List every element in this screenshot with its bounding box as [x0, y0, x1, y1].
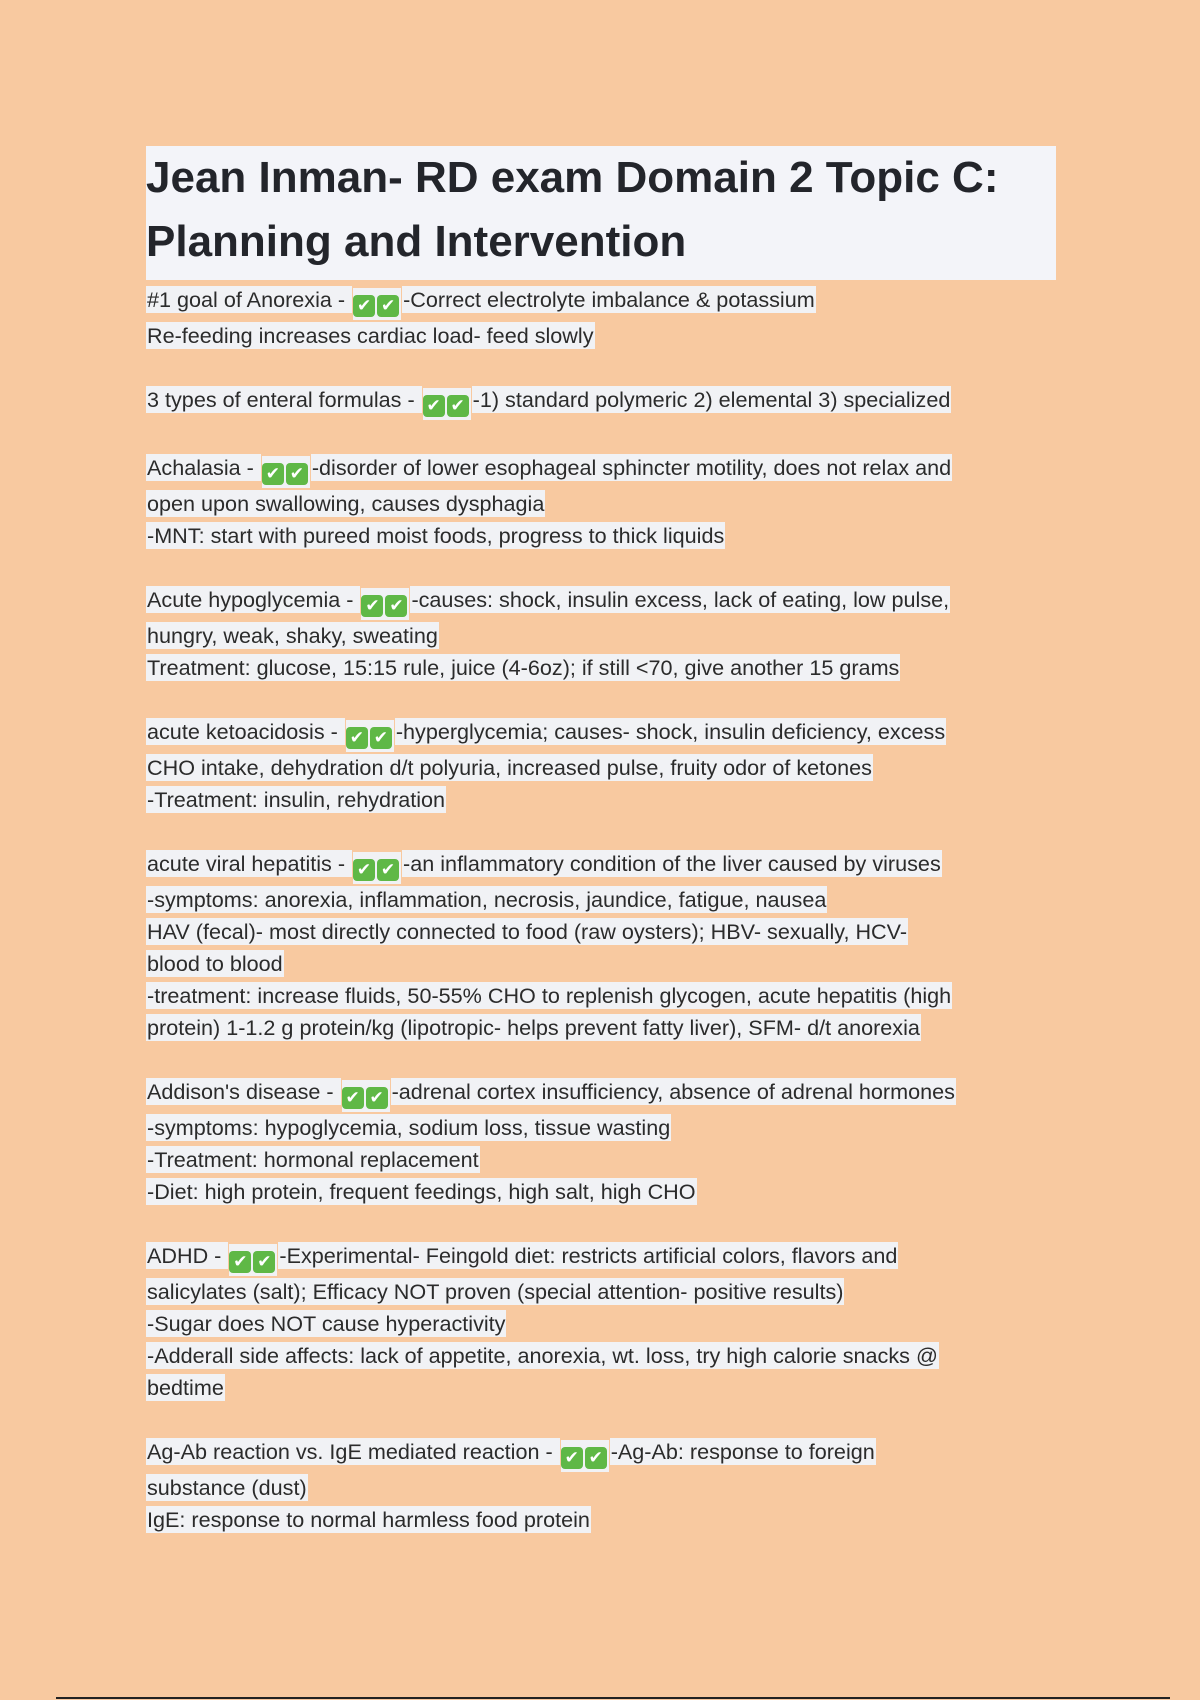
entry-line: [146, 1372, 1056, 1404]
title-line: Jean Inman- RD exam Domain 2 Topic C:: [146, 153, 999, 202]
entry-line-text: hungry, weak, shaky, sweating: [147, 623, 438, 648]
check-mark-icon: ✔: [346, 727, 368, 749]
entry-term: acute viral hepatitis -: [147, 851, 352, 876]
document-title: [146, 146, 1056, 280]
entry-first-line: [146, 1076, 1056, 1112]
entry-line: [146, 488, 1056, 520]
check-mark-icon: ✔: [353, 295, 375, 317]
flashcard-entry: [146, 452, 1056, 552]
check-mark-icon: ✔: [342, 1087, 364, 1109]
check-mark-icon: ✔: [385, 595, 407, 617]
entry-term: Achalasia -: [147, 455, 260, 480]
entry-first-line: [146, 452, 1056, 488]
check-mark-icon: ✔: [353, 859, 375, 881]
flashcard-entry: [146, 284, 1056, 352]
flashcard-entry: [146, 1076, 1056, 1208]
entry-answer-start: -an inflammatory condition of the liver caused by viruses: [403, 851, 941, 876]
entry-first-line: [146, 848, 1056, 884]
entry-line-text: -symptoms: anorexia, inflammation, necrosis, jaundice, fatigue, nausea: [147, 887, 827, 912]
entry-line: [146, 1472, 1056, 1504]
flashcard-entry: [146, 1240, 1056, 1404]
entry-line: [146, 916, 1056, 948]
title-line: Planning and Intervention: [146, 217, 687, 266]
check-mark-pair: [423, 388, 471, 420]
entry-line-text: -symptoms: hypoglycemia, sodium loss, tissue wasting: [147, 1115, 671, 1140]
check-mark-icon: ✔: [370, 727, 392, 749]
entry-first-line: [146, 384, 1056, 420]
entry-line: [146, 1276, 1056, 1308]
entry-line-text: HAV (fecal)- most directly connected to food (raw oysters); HBV- sexually, HCV-: [147, 919, 908, 944]
check-mark-icon: ✔: [377, 295, 399, 317]
entry-line: [146, 752, 1056, 784]
entry-line: [146, 1012, 1056, 1044]
entry-first-line: [146, 284, 1056, 320]
entry-line: [146, 784, 1056, 816]
entry-line-text: -Adderall side affects: lack of appetite, anorexia, wt. loss, try high calorie snacks @: [147, 1343, 938, 1368]
entry-first-line: [146, 1240, 1056, 1276]
entry-line-text: -treatment: increase fluids, 50-55% CHO to replenish glycogen, acute hepatitis (high: [147, 983, 952, 1008]
entry-line: [146, 1112, 1056, 1144]
entry-line-text: salicylates (salt); Efficacy NOT proven (special attention- positive results): [147, 1279, 844, 1304]
flashcard-entry: [146, 384, 1056, 420]
entry-line-text: CHO intake, dehydration d/t polyuria, increased pulse, fruity odor of ketones: [147, 755, 872, 780]
check-mark-icon: ✔: [253, 1251, 275, 1273]
entry-line-text: Treatment: glucose, 15:15 rule, juice (4-6oz); if still <70, give another 15 grams: [147, 655, 900, 680]
entry-line: [146, 884, 1056, 916]
entry-line-text: open upon swallowing, causes dysphagia: [147, 491, 545, 516]
entry-term: #1 goal of Anorexia -: [147, 287, 352, 312]
entry-answer-start: -Experimental- Feingold diet: restricts artificial colors, flavors and: [279, 1243, 898, 1268]
check-mark-icon: ✔: [361, 595, 383, 617]
check-mark-pair: [262, 456, 310, 488]
entry-line-text: -MNT: start with pureed moist foods, progress to thick liquids: [147, 523, 725, 548]
check-mark-icon: ✔: [423, 395, 445, 417]
flashcard-entry: [146, 716, 1056, 816]
entry-answer-start: -disorder of lower esophageal sphincter motility, does not relax and: [311, 455, 952, 480]
check-mark-pair: [229, 1244, 277, 1276]
entry-list: [146, 284, 1056, 1536]
entry-first-line: [146, 1436, 1056, 1472]
check-mark-icon: ✔: [585, 1447, 607, 1469]
check-mark-icon: ✔: [447, 395, 469, 417]
entry-answer-start: -adrenal cortex insufficiency, absence of adrenal hormones: [391, 1079, 955, 1104]
check-mark-pair: [561, 1440, 609, 1472]
entry-line: [146, 652, 1056, 684]
entry-line: [146, 1144, 1056, 1176]
entry-line: [146, 948, 1056, 980]
check-mark-pair: [342, 1080, 390, 1112]
flashcard-entry: [146, 1436, 1056, 1536]
entry-line: [146, 320, 1056, 352]
entry-line: [146, 980, 1056, 1012]
entry-term: Acute hypoglycemia -: [147, 587, 360, 612]
check-mark-pair: [361, 588, 409, 620]
entry-line-text: -Sugar does NOT cause hyperactivity: [147, 1311, 506, 1336]
check-mark-icon: ✔: [229, 1251, 251, 1273]
flashcard-entry: [146, 848, 1056, 1044]
entry-line: [146, 1176, 1056, 1208]
check-mark-icon: ✔: [366, 1087, 388, 1109]
check-mark-icon: ✔: [286, 463, 308, 485]
entry-line-text: blood to blood: [147, 951, 283, 976]
entry-line-text: -Treatment: hormonal replacement: [147, 1147, 479, 1172]
entry-line-text: bedtime: [147, 1375, 224, 1400]
entry-line: [146, 1340, 1056, 1372]
entry-line-text: protein) 1-1.2 g protein/kg (lipotropic- helps prevent fatty liver), SFM- d/t anorexia: [147, 1015, 920, 1040]
entry-answer-start: -hyperglycemia; causes- shock, insulin deficiency, excess: [395, 719, 946, 744]
check-mark-icon: ✔: [377, 859, 399, 881]
entry-line: [146, 1504, 1056, 1536]
check-mark-pair: [346, 720, 394, 752]
entry-term: Addison's disease -: [147, 1079, 340, 1104]
entry-answer-start: -causes: shock, insulin excess, lack of eating, low pulse,: [411, 587, 950, 612]
entry-line-text: IgE: response to normal harmless food protein: [147, 1507, 590, 1532]
document-page: [146, 146, 1056, 1568]
entry-line: [146, 520, 1056, 552]
entry-line-text: Re-feeding increases cardiac load- feed slowly: [147, 323, 594, 348]
page-bottom-rule: [56, 1697, 1170, 1699]
entry-line-text: -Diet: high protein, frequent feedings, high salt, high CHO: [147, 1179, 696, 1204]
entry-term: Ag-Ab reaction vs. IgE mediated reaction -: [147, 1439, 559, 1464]
flashcard-entry: [146, 584, 1056, 684]
entry-line: [146, 1308, 1056, 1340]
entry-term: acute ketoacidosis -: [147, 719, 344, 744]
check-mark-pair: [353, 288, 401, 320]
entry-first-line: [146, 716, 1056, 752]
entry-line-text: -Treatment: insulin, rehydration: [147, 787, 446, 812]
entry-answer-start: -Correct electrolyte imbalance & potassium: [403, 287, 815, 312]
entry-line: [146, 620, 1056, 652]
entry-term: ADHD -: [147, 1243, 228, 1268]
entry-term: 3 types of enteral formulas -: [147, 387, 421, 412]
check-mark-icon: ✔: [262, 463, 284, 485]
entry-answer-start: -1) standard polymeric 2) elemental 3) specialized: [472, 387, 951, 412]
check-mark-pair: [353, 852, 401, 884]
entry-answer-start: -Ag-Ab: response to foreign: [610, 1439, 875, 1464]
check-mark-icon: ✔: [561, 1447, 583, 1469]
entry-line-text: substance (dust): [147, 1475, 307, 1500]
entry-first-line: [146, 584, 1056, 620]
